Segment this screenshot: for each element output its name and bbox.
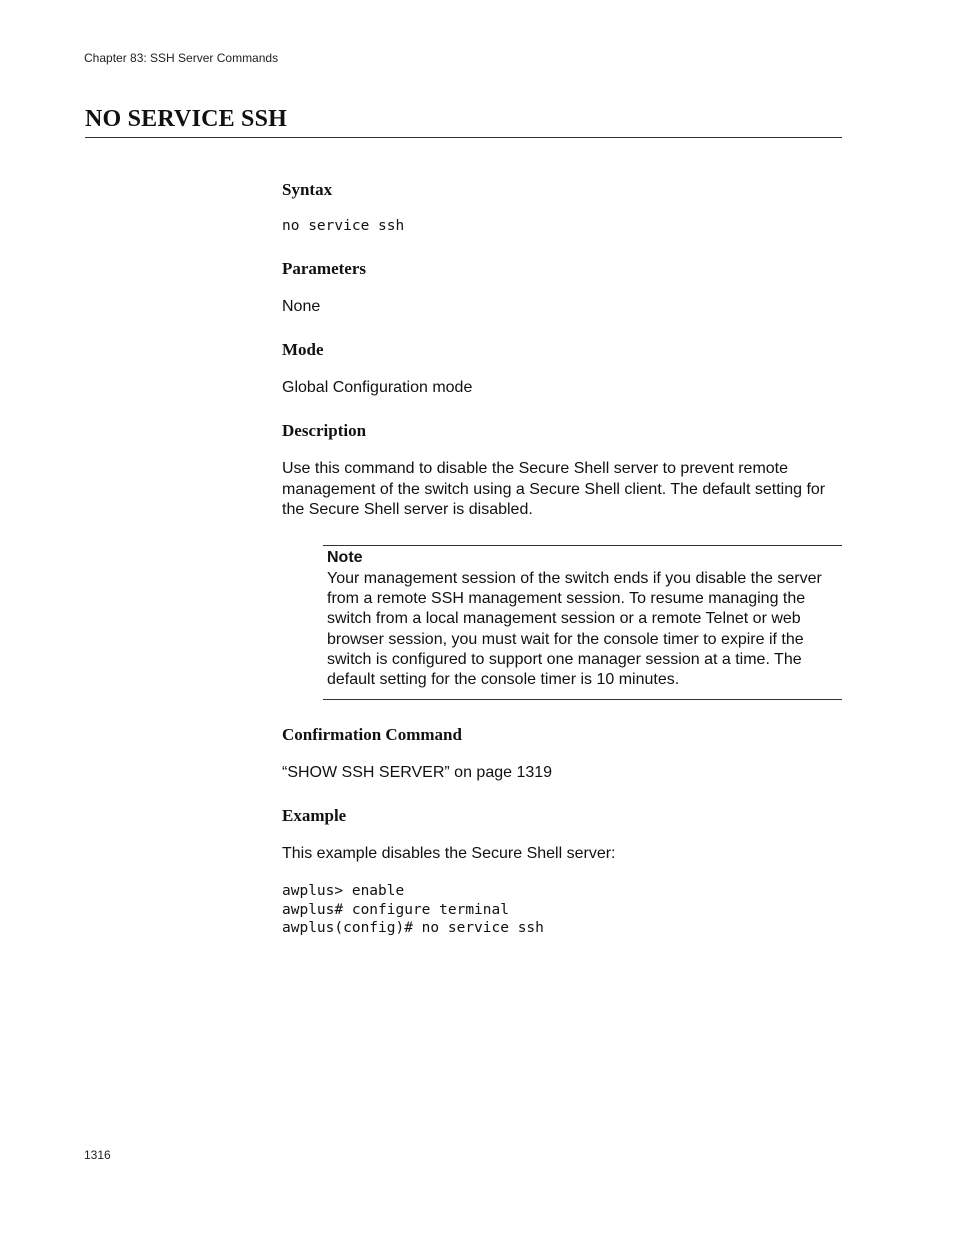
note-title: Note xyxy=(327,549,363,566)
syntax-code: no service ssh xyxy=(282,218,405,234)
note-text: Your management session of the switch ends if you disable the server from a remote SSH management session. To resume managing the switch from a local management session or a remote Telnet or web browser session, you must wait for the console timer to expire if the switch is configured to support one manager session at a time. The default setting for the console timer is 10 minutes. xyxy=(327,570,822,689)
description-text: Use this command to disable the Secure Shell server to prevent remote management of the switch using a Secure Shell client. The default setting for the Secure Shell server is disabled. xyxy=(282,460,826,518)
example-code: awplus> enable awplus# configure terminal awplus(config)# no service ssh xyxy=(282,883,544,937)
example-heading: Example xyxy=(282,806,347,825)
confirmation-link[interactable]: “SHOW SSH SERVER” on page 1319 xyxy=(282,764,553,781)
note-box xyxy=(323,545,842,700)
mode-heading: Mode xyxy=(282,340,324,359)
example-text: This example disables the Secure Shell server: xyxy=(282,845,616,862)
mode-text: Global Configuration mode xyxy=(282,379,473,396)
description-heading: Description xyxy=(282,421,367,440)
running-header: Chapter 83: SSH Server Commands xyxy=(84,51,279,65)
confirmation-heading: Confirmation Command xyxy=(282,725,462,744)
parameters-heading: Parameters xyxy=(282,259,367,278)
parameters-text: None xyxy=(282,298,321,315)
page-number: 1316 xyxy=(84,1148,111,1162)
syntax-heading: Syntax xyxy=(282,180,333,199)
page-title: NO SERVICE SSH xyxy=(85,106,842,138)
